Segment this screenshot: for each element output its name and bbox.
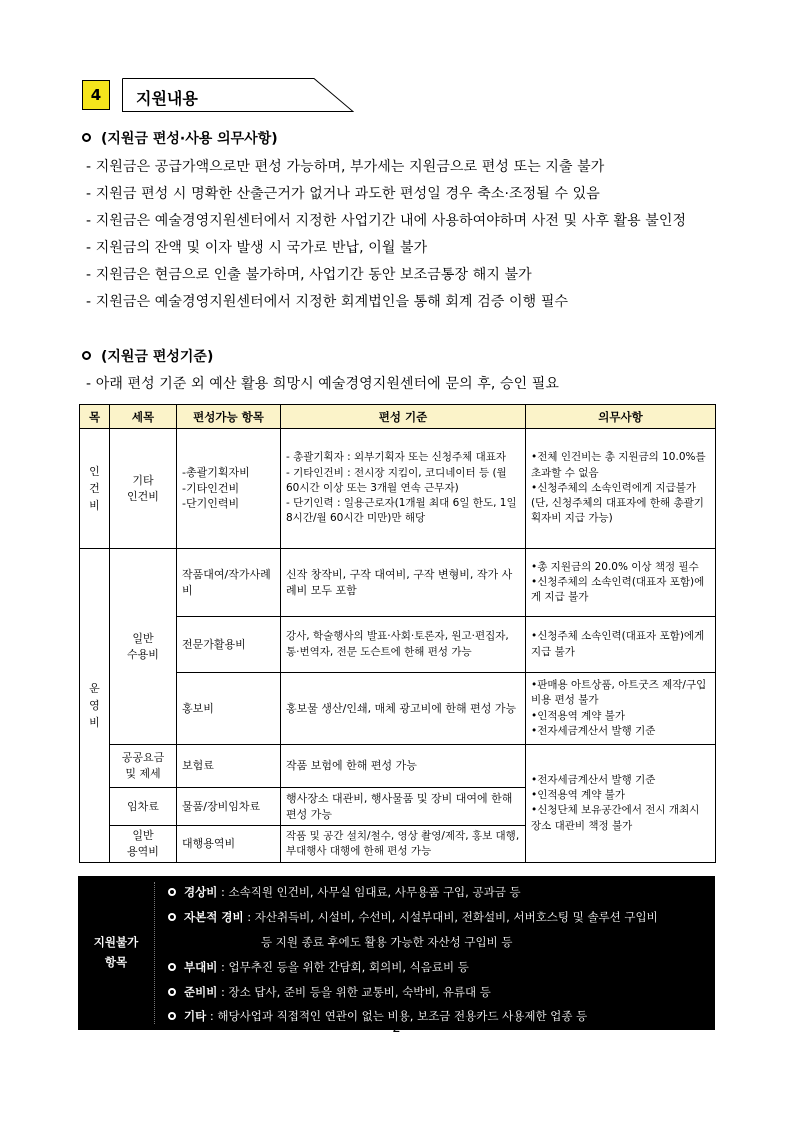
exclusions-label: 지원불가 항목 — [93, 935, 139, 969]
table-row — [80, 549, 716, 617]
obligation-line: - 지원금 편성 시 명확한 산출근거가 없거나 과도한 편성일 경우 축소·조정될 수 있음 — [86, 186, 600, 202]
subcategory-cell: 일반 수용비 — [110, 549, 177, 745]
col-header: 의무사항 — [526, 405, 716, 429]
category-operation: 운 영 비 — [80, 549, 110, 863]
duty-cell: •총 지원금의 20.0% 이상 책정 필수 •신청주체의 소속인력(대표자 포함)에게 지급 불가 — [526, 549, 716, 617]
category-personnel: 인 건 비 — [80, 429, 110, 549]
criteria-note: - 아래 편성 기준 외 예산 활용 희망시 예술경영지원센터에 문의 후, 승인 필요 — [86, 376, 560, 392]
duty-cell: •신청주체 소속인력(대표자 포함)에게 지급 불가 — [526, 617, 716, 673]
col-header: 세목 — [110, 405, 177, 429]
duty-cell: •판매용 아트상품, 아트굿즈 제작/구입 비용 편성 불가 •인적용역 계약 불가 •전자세금계산서 발행 기준 — [526, 673, 716, 745]
subcategory-cell: 기타 인건비 — [110, 429, 177, 549]
col-header: 편성 기준 — [281, 405, 526, 429]
circle-bullet-icon — [168, 1012, 176, 1020]
section2-heading: (지원금 편성기준) — [82, 346, 213, 366]
obligation-line: - 지원금의 잔액 및 이자 발생 시 국가로 반납, 이월 불가 — [86, 240, 428, 256]
obligation-line: - 지원금은 공급가액으로만 편성 가능하며, 부가세는 지원금으로 편성 또는 지출 불가 — [86, 159, 605, 175]
obligation-line: - 지원금은 현금으로 인출 불가하며, 사업기간 동안 보조금통장 해지 불가 — [86, 267, 532, 283]
criteria-cell: 강사, 학술행사의 발표·사회·토론자, 원고·편집자, 통·번역자, 전문 도슨트에 한해 편성 가능 — [281, 617, 526, 673]
table-header-row — [80, 405, 716, 429]
exclusion-row-continued: 등 지원 종료 후에도 활용 가능한 자산성 구입비 등 — [261, 935, 513, 949]
duty-cell: •전체 인건비는 총 지원금의 10.0%를 초과할 수 없음 •신청주체의 소속인력에게 지급불가(단, 신청주체의 대표자에 한해 총괄기획자비 지급 가능) — [526, 429, 716, 549]
table-row — [80, 745, 716, 788]
circle-bullet-icon — [82, 351, 91, 360]
item-cell: 보험료 — [177, 745, 281, 788]
circle-bullet-icon — [82, 133, 91, 142]
item-cell: 홍보비 — [177, 673, 281, 745]
obligation-line: - 지원금은 예술경영지원센터에서 지정한 회계법인을 통해 회계 검증 이행 필수 — [86, 294, 569, 310]
item-cell: 작품대여/작가사례비 — [177, 549, 281, 617]
exclusions-box — [78, 876, 715, 1030]
criteria-cell: 행사장소 대관비, 행사물품 및 장비 대여에 한해 편성 가능 — [281, 788, 526, 826]
criteria-cell: 신작 창작비, 구작 대여비, 구작 변형비, 작가 사례비 모두 포함 — [281, 549, 526, 617]
table-row — [80, 429, 716, 549]
item-cell: 전문가활용비 — [177, 617, 281, 673]
section-header — [82, 78, 282, 112]
section-number: 4 — [82, 80, 110, 110]
budget-criteria-table — [79, 404, 716, 863]
divider — [154, 882, 155, 1024]
page-number: - 2 - — [383, 1021, 410, 1036]
section-title: 지원내용 — [136, 89, 198, 108]
exclusion-row: 자본적 경비 : 자산취득비, 시설비, 수선비, 시설부대비, 전화설비, 서버호스팅 및 솔루션 구입비 — [168, 909, 658, 925]
criteria-cell: 작품 보험에 한해 편성 가능 — [281, 745, 526, 788]
criteria-cell: 작품 및 공간 설치/철수, 영상 촬영/제작, 홍보 대행, 부대행사 대행에 한해 편성 가능 — [281, 826, 526, 863]
item-cell: 물품/장비임차료 — [177, 788, 281, 826]
circle-bullet-icon — [168, 913, 176, 921]
subcategory-cell: 임차료 — [110, 788, 177, 826]
circle-bullet-icon — [168, 888, 176, 896]
col-header: 편성가능 항목 — [177, 405, 281, 429]
exclusion-row: 부대비 : 업무추진 등을 위한 간담회, 회의비, 식음료비 등 — [168, 959, 469, 975]
col-header: 목 — [80, 405, 110, 429]
section1-heading: (지원금 편성·사용 의무사항) — [82, 128, 278, 148]
duty-cell: •전자세금계산서 발행 기준 •인적용역 계약 불가 •신청단체 보유공간에서 전시 개최시 장소 대관비 책정 불가 — [526, 745, 716, 863]
exclusion-row: 경상비 : 소속직원 인건비, 사무실 임대료, 사무용품 구입, 공과금 등 — [168, 884, 521, 900]
item-cell: -총괄기획자비 -기타인건비 -단기인력비 — [177, 429, 281, 549]
item-cell: 대행용역비 — [177, 826, 281, 863]
section-title-box — [122, 78, 354, 112]
criteria-cell: 홍보물 생산/인쇄, 매체 광고비에 한해 편성 가능 — [281, 673, 526, 745]
circle-bullet-icon — [168, 988, 176, 996]
circle-bullet-icon — [168, 963, 176, 971]
criteria-cell: - 총괄기획자 : 외부기획자 또는 신청주체 대표자 - 기타인건비 : 전시장 지킴이, 코디네이터 등 (월60시간 이상 또는 3개월 연속 근무자) - 단기인력 : 일용근로자(1개월 최대 6일 한도, 1일 8시간/월 60시간 미만)만 해당 — [281, 429, 526, 549]
exclusion-row: 준비비 : 장소 답사, 준비 등을 위한 교통비, 숙박비, 유류대 등 — [168, 984, 491, 1000]
obligation-line: - 지원금은 예술경영지원센터에서 지정한 사업기간 내에 사용하여야하며 사전 및 사후 활용 불인정 — [86, 213, 687, 229]
subcategory-cell: 일반 용역비 — [110, 826, 177, 863]
subcategory-cell: 공공요금 및 제세 — [110, 745, 177, 788]
exclusion-row: 기타 : 해당사업과 직접적인 연관이 없는 비용, 보조금 전용카드 사용제한 업종 등 — [168, 1008, 587, 1024]
